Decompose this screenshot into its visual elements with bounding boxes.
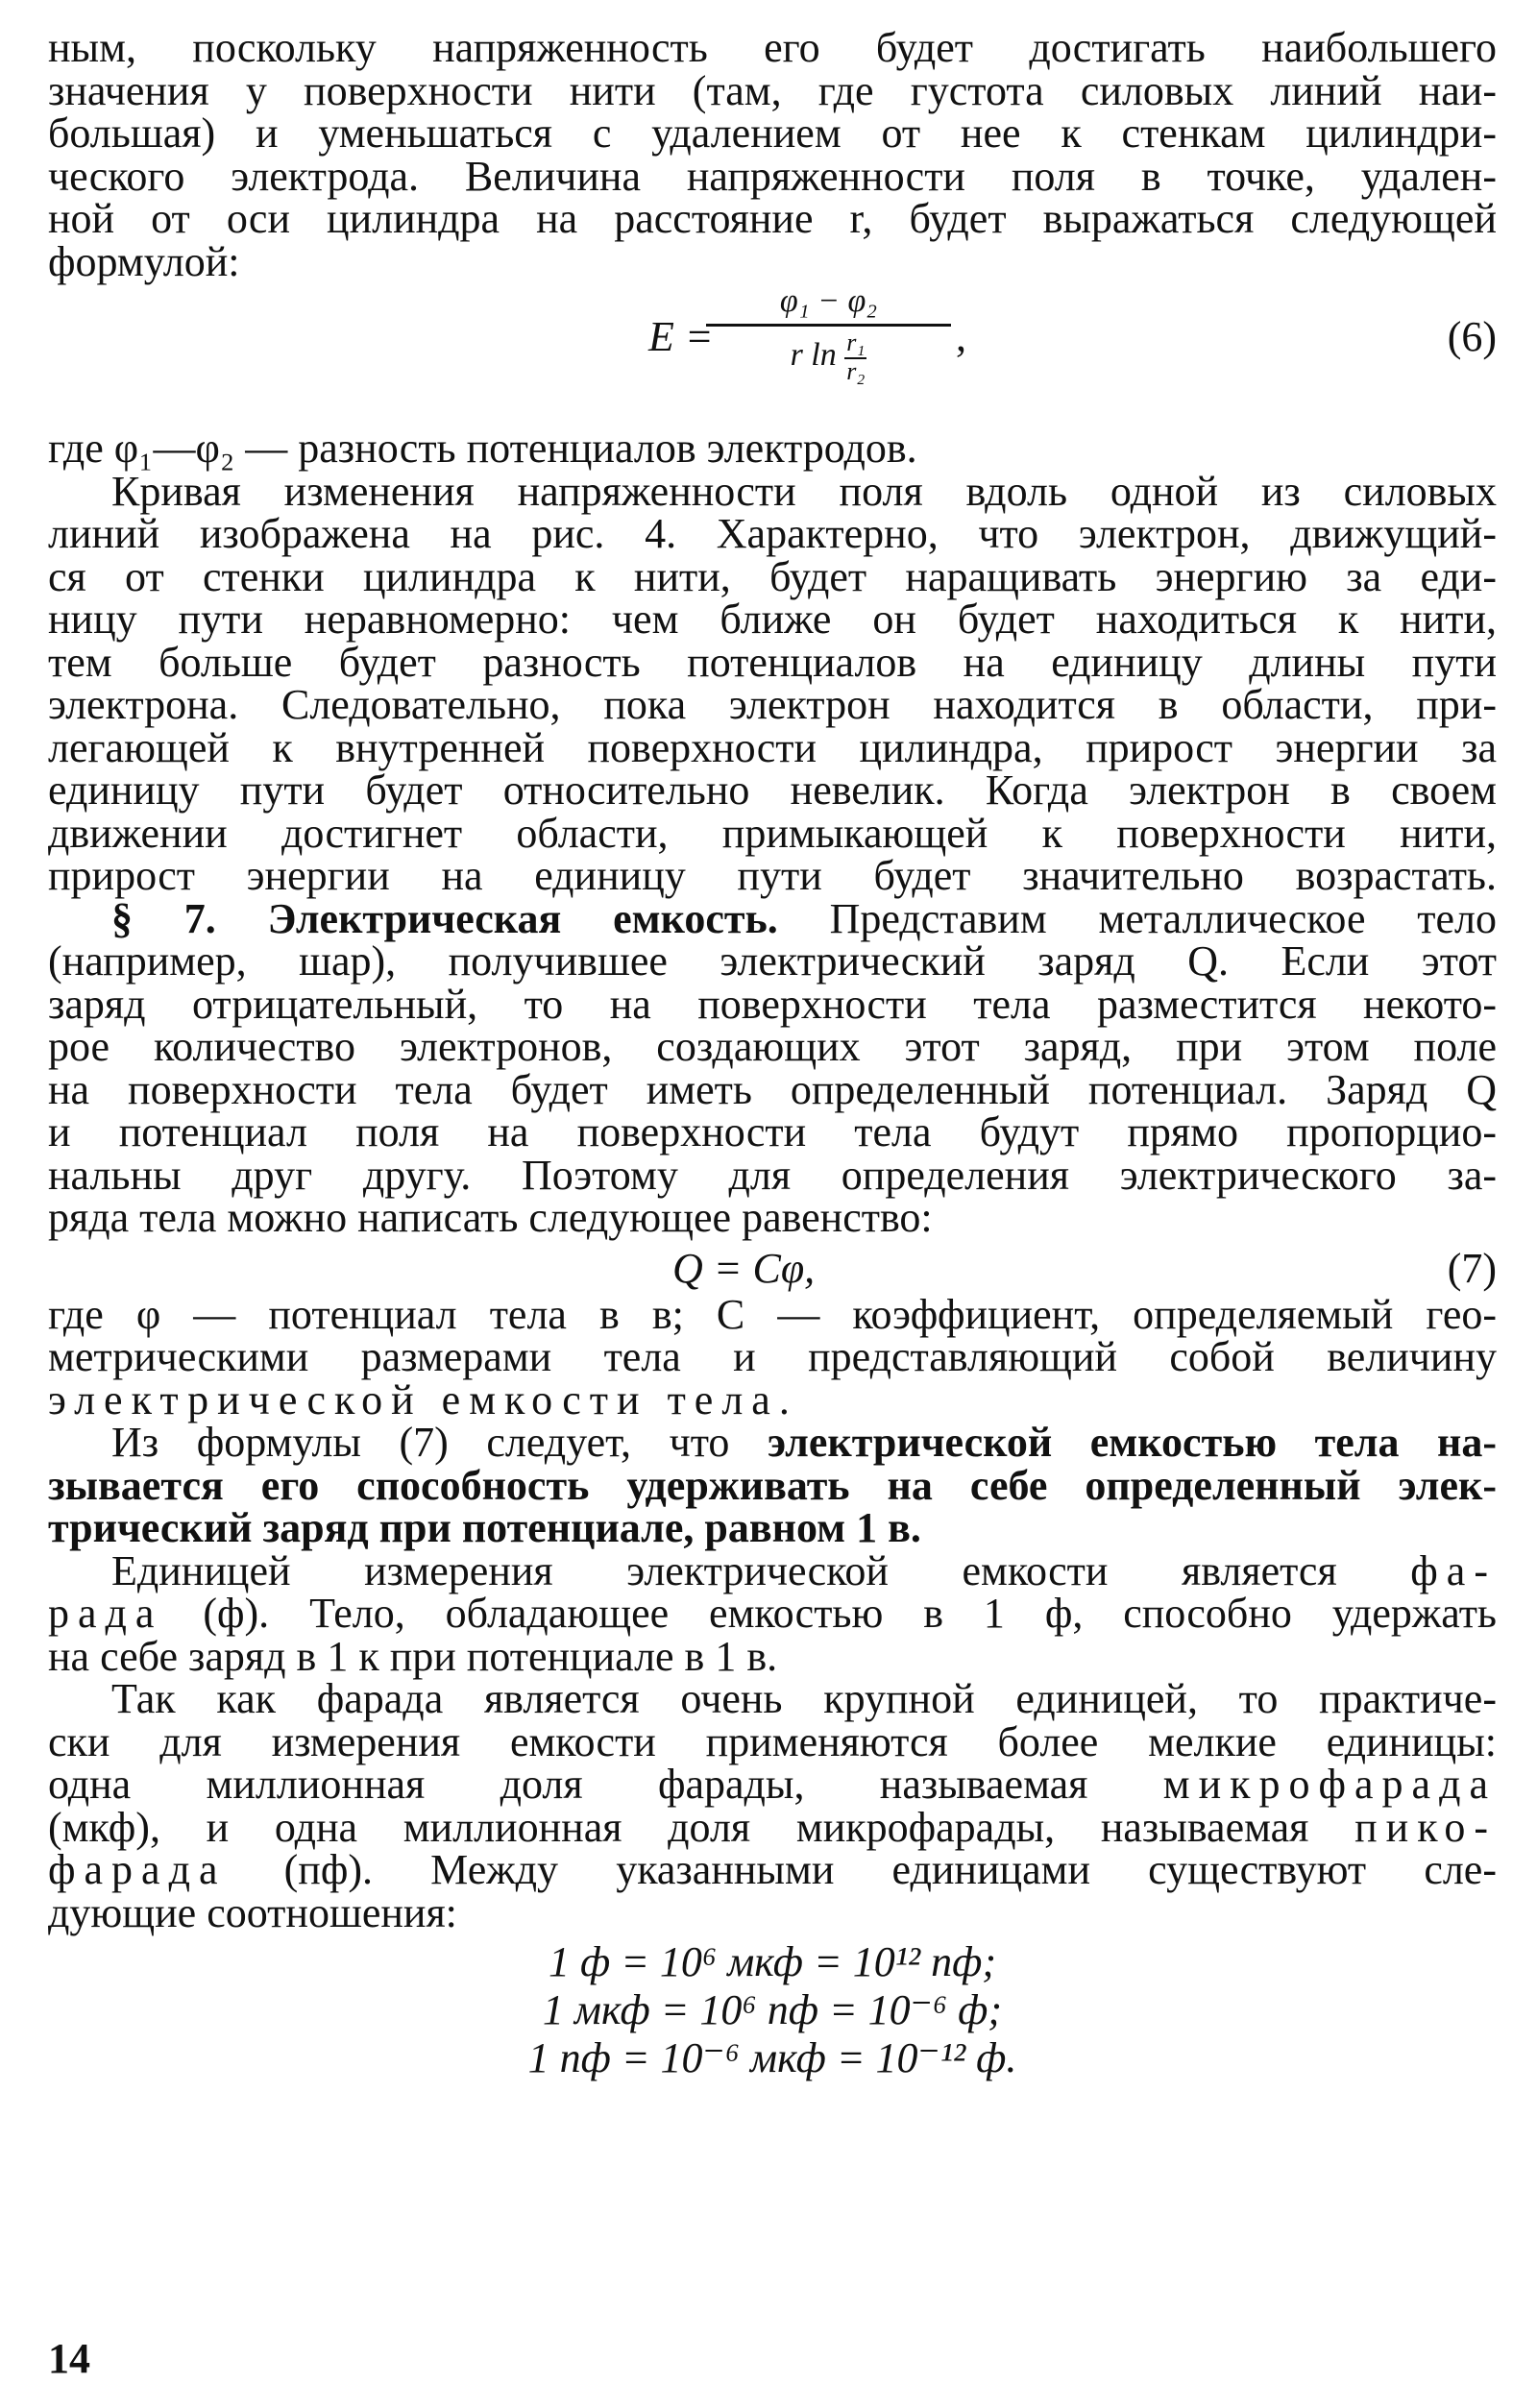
text-line: единицу пути будет относительно невелик. Когда электрон в своем xyxy=(48,766,1497,814)
unit-relation: 1 пф = 10⁻⁶ мкф = 10⁻¹² ф. xyxy=(527,2034,1017,2081)
formula-6-lhs: E = xyxy=(648,313,714,360)
page-number: 14 xyxy=(48,2335,90,2382)
formula-6-fraction xyxy=(706,283,951,384)
text-line: значения у поверхности нити (там, где густота силовых линий наи- xyxy=(48,66,1497,114)
unit-relation: 1 мкф = 10⁶ пф = 10⁻⁶ ф; xyxy=(542,1986,1003,2033)
text-line: линий изображена на рис. 4. Характерно, что электрон, движущий- xyxy=(48,510,1497,557)
text-span: Представим металлическое тело xyxy=(777,894,1497,942)
text-line: ной от оси цилиндра на расстояние r, будет выражаться следующей xyxy=(48,195,1497,242)
text-line: дующие соотношения: xyxy=(48,1888,457,1936)
text-line: заряд отрицательный, то на поверхности тела разместится некото- xyxy=(48,980,1497,1028)
text-span: (мкф), и одна миллионная доля микрофарады, называемая xyxy=(48,1803,1355,1851)
formula-6-log-fraction xyxy=(844,330,866,384)
definition-line: зывается его способность удерживать на себе определенный элек- xyxy=(48,1461,1497,1509)
text-line: ным, поскольку напряженность его будет достигать наибольшего xyxy=(48,24,1497,71)
text-line xyxy=(48,1546,1497,1594)
text-span: одна миллионная доля фарады, называемая xyxy=(48,1761,1163,1808)
formula-7-number: (7) xyxy=(1447,1244,1497,1292)
formula-7 xyxy=(48,1240,1497,1294)
spaced-term: пико- xyxy=(1354,1803,1497,1851)
text-line: ски для измерения емкости применяются более мелкие единицы: xyxy=(48,1717,1497,1765)
formula-7-expression: Q = Cφ, xyxy=(672,1244,816,1292)
formula-6 xyxy=(48,283,1497,427)
spaced-term: микрофарада xyxy=(1162,1761,1497,1808)
text-line xyxy=(48,1803,1497,1851)
spaced-term: рада xyxy=(48,1590,163,1637)
spaced-term: фа- xyxy=(1410,1546,1497,1594)
text-line: большая) и уменьшаться с удалением от нее к стенкам цилиндри- xyxy=(48,109,1497,157)
unit-relation: 1 ф = 10⁶ мкф = 10¹² пф; xyxy=(549,1938,996,1985)
text-span: Из формулы (7) следует, что xyxy=(111,1419,768,1466)
spaced-term-line: электрической емкости тела. xyxy=(48,1375,798,1423)
formula-6-denominator xyxy=(706,327,951,384)
definition-text: электрической емкостью тела на- xyxy=(767,1419,1497,1466)
text-line xyxy=(48,1590,1497,1637)
text-line: прирост энергии на единицу пути будет значительно возрастать. xyxy=(48,852,1497,899)
text-line: Так как фарада является очень крупной единицей, то практиче- xyxy=(111,1675,1497,1722)
text-line: Кривая изменения напряженности поля вдоль одной из силовых xyxy=(111,467,1497,515)
text-line: ся от стенки цилиндра к нити, будет наращивать энергию за еди- xyxy=(48,552,1497,600)
formula-6-den-prefix: r ln xyxy=(790,336,837,373)
text-line: рое количество электронов, создающих этот заряд, при этом поле xyxy=(48,1023,1497,1070)
section-heading: § 7. Электрическая емкость. xyxy=(111,894,778,942)
spaced-term: фарада xyxy=(48,1846,227,1893)
formula-6-numerator: φ₁ − φ₂ xyxy=(706,283,951,327)
text-line: на себе заряд в 1 к при потенциале в 1 в. xyxy=(48,1632,778,1680)
text-line: ряда тела можно написать следующее равенство: xyxy=(48,1194,933,1241)
formula-6-number: (6) xyxy=(1447,313,1497,360)
text-line xyxy=(48,1846,1497,1893)
text-line: на поверхности тела будет иметь определенный потенциал. Заряд Q xyxy=(48,1065,1497,1113)
text-line xyxy=(48,1763,1497,1807)
text-span: (пф). Между указанными единицами существуют сле- xyxy=(226,1846,1497,1893)
text-line xyxy=(48,1419,1497,1466)
formula-6-r2: r₂ xyxy=(846,357,866,385)
text-line: тем больше будет разность потенциалов на единицу длины пути xyxy=(48,638,1497,686)
text-line: электрона. Следовательно, пока электрон находится в области, при- xyxy=(48,681,1497,728)
text-line: где φ — потенциал тела в в; C — коэффициент, определяемый гео- xyxy=(48,1290,1497,1338)
text-line: ческого электрода. Величина напряженности поля в точке, удален- xyxy=(48,152,1497,200)
page-body xyxy=(48,24,1497,2082)
text-span: Единицей измерения электрической емкости является xyxy=(111,1546,1411,1594)
text-line: где φ₁—φ₂ — разность потенциалов электродов. xyxy=(48,425,917,472)
formula-6-r1: r₁ xyxy=(844,330,866,359)
section-7-first-line xyxy=(48,894,1497,942)
text-line: легающей к внутренней поверхности цилиндра, прирост энергии за xyxy=(48,723,1497,771)
text-line: ницу пути неравномерно: чем ближе он будет находиться к нити, xyxy=(48,596,1497,643)
text-line: (например, шар), получившее электрический заряд Q. Если этот xyxy=(48,937,1497,985)
text-span: (ф). Тело, обладающее емкостью в 1 ф, способно удержать xyxy=(162,1590,1497,1637)
text-line: формулой: xyxy=(48,237,240,285)
text-line: метрическими размерами тела и представляющий собой величину xyxy=(48,1333,1497,1380)
text-line: движении достигнет области, примыкающей к поверхности нити, xyxy=(48,809,1497,857)
text-line: нальны друг другу. Поэтому для определения электрического за- xyxy=(48,1151,1497,1199)
formula-6-comma: , xyxy=(956,313,966,360)
definition-line: трический заряд при потенциале, равном 1 в. xyxy=(48,1504,921,1551)
text-line: и потенциал поля на поверхности тела будут прямо пропорцио- xyxy=(48,1108,1497,1155)
